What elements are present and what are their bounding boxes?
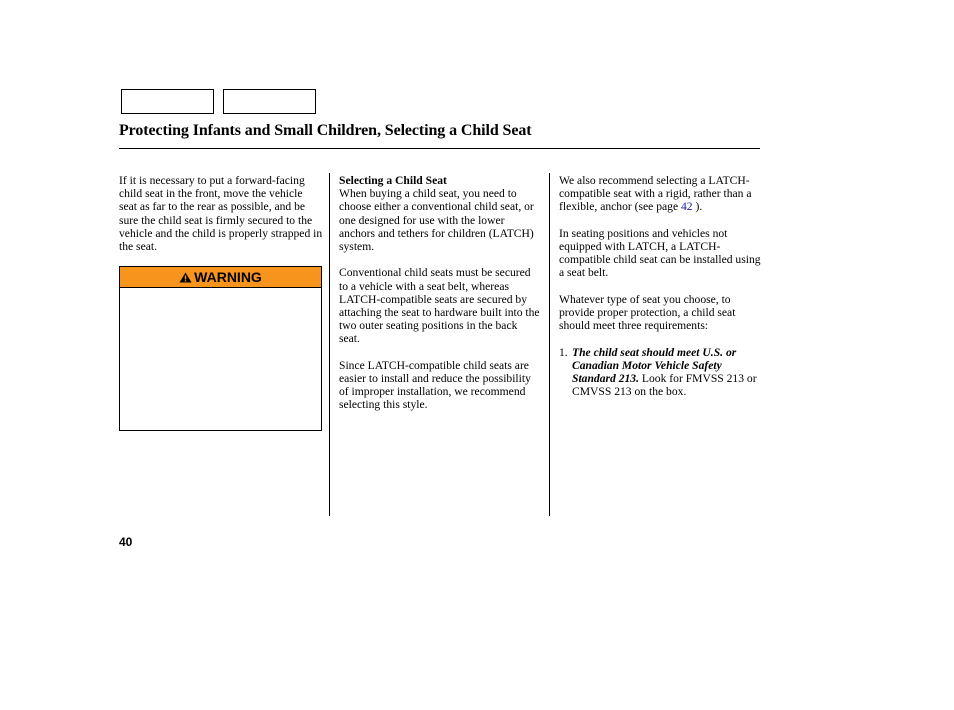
- paragraph-requirements: Whatever type of seat you choose, to provide proper protection, a child seat should meet three requirements:: [559, 292, 736, 333]
- recommend-text: We also recommend selecting a LATCH-compatible seat with a rigid, rather than a flexible, anchor (see page: [559, 174, 752, 214]
- requirement-text: Look for FMVSS 213 or CMVSS 213 on the box.: [572, 372, 757, 399]
- paragraph-no-latch: In seating positions and vehicles not equipped with LATCH, a LATCH-compatible child seat can be installed using a seat belt.: [559, 226, 761, 280]
- page-title: Protecting Infants and Small Children, Selecting a Child Seat: [119, 122, 532, 139]
- list-item-number: 1.: [559, 345, 568, 359]
- column-divider-2: [549, 173, 550, 516]
- paragraph-conventional: Conventional child seats must be secured to a vehicle with a seat belt, whereas LATCH-compatible seats are secured by attaching the seat to hardware built into the two outer seating positions in the back seat.: [339, 266, 540, 346]
- warning-triangle-icon: [179, 272, 192, 283]
- requirements-list: [559, 346, 762, 399]
- column-divider-1: [329, 173, 330, 516]
- list-item: [559, 346, 762, 399]
- section-heading: Selecting a Child Seat: [339, 174, 447, 187]
- requirement-title: The child seat should meet U.S. or Canadian Motor Vehicle Safety Standard 213.: [572, 345, 737, 385]
- title-divider: [119, 148, 760, 149]
- paragraph-recommend: [559, 174, 762, 214]
- nav-button-2[interactable]: [223, 89, 316, 114]
- paragraph-buying: When buying a child seat, you need to choose either a conventional child seat, or one designed for use with the lower anchors and tethers for children (LATCH) system.: [339, 187, 534, 254]
- warning-header: [120, 267, 321, 288]
- column-3: [559, 174, 762, 398]
- column-1: [119, 174, 323, 266]
- column-2: [339, 174, 541, 425]
- recommend-tail: ).: [692, 200, 703, 214]
- nav-button-1[interactable]: [121, 89, 214, 114]
- warning-label: WARNING: [194, 269, 262, 285]
- front-seat-paragraph: If it is necessary to put a forward-facing child seat in the front, move the vehicle seat as far to the rear as possible, and be sure the child seat is firmly secured to the vehicle and the child is properly strapped in the seat.: [119, 174, 323, 254]
- paragraph-latch: Since LATCH-compatible child seats are easier to install and reduce the possibility of improper installation, we recommend selecting this style.: [339, 358, 531, 412]
- page-number: 40: [119, 535, 133, 549]
- warning-box: [119, 266, 322, 431]
- page-42-link[interactable]: 42: [681, 200, 693, 214]
